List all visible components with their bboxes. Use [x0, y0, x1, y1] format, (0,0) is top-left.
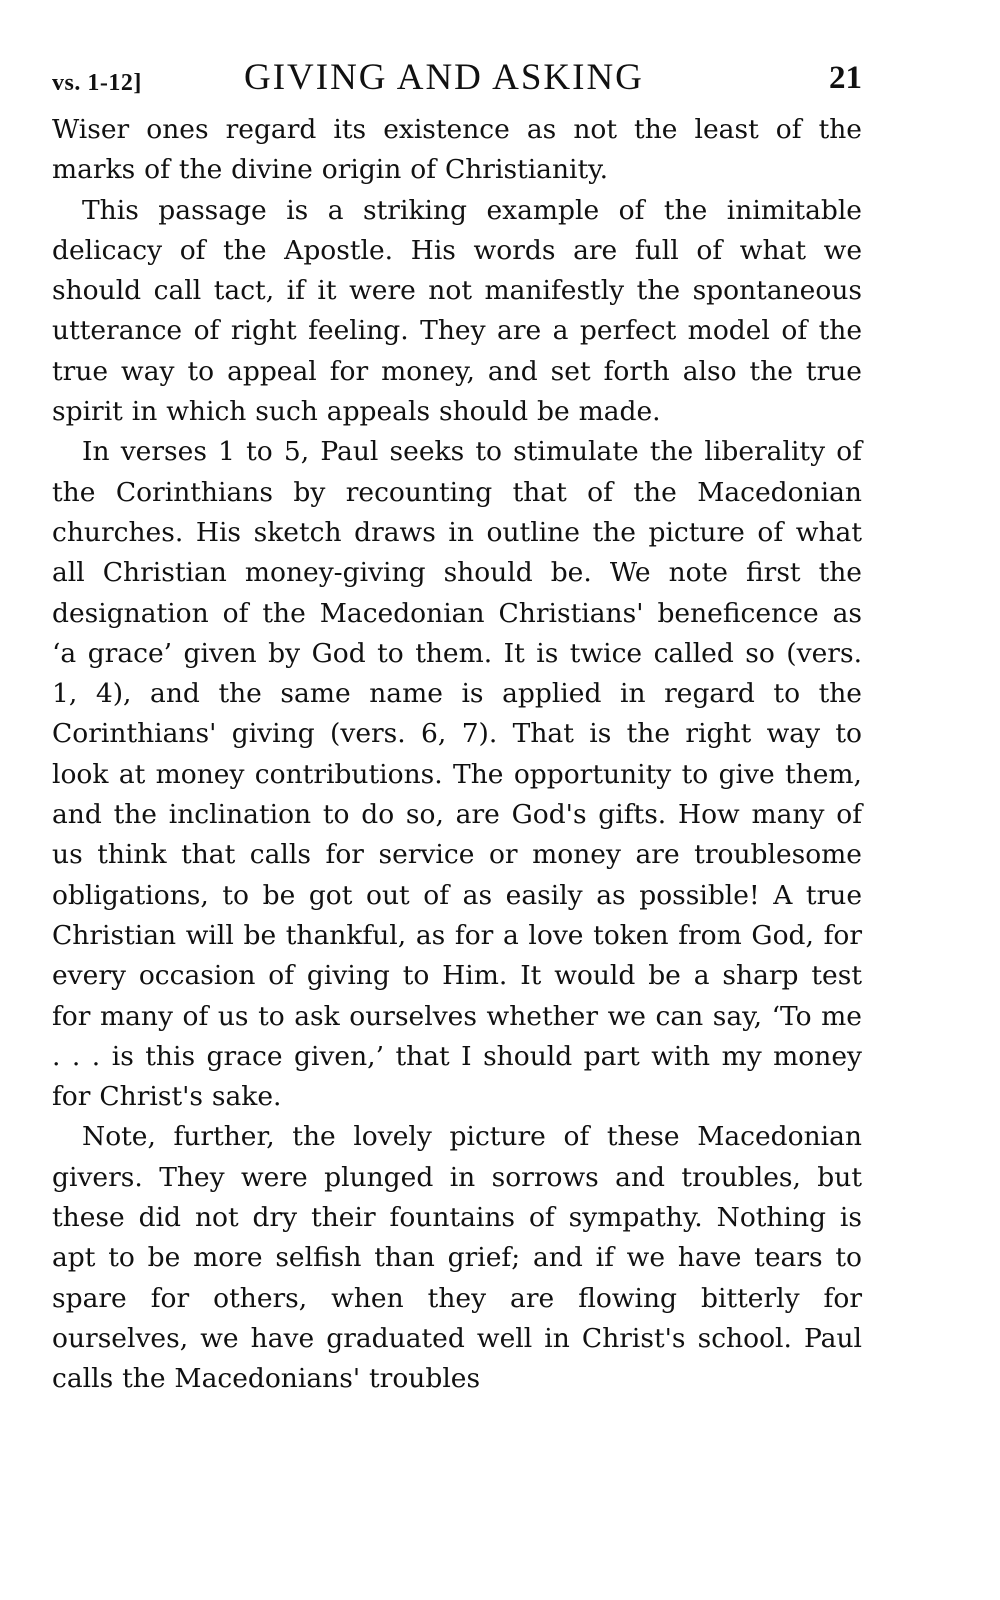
paragraph: This passage is a striking example of the inimitable delicacy of the Apostle. His words are full of what we should call tact, if it were not manifestly the spontaneous utterance of right feeling. They are a perfect model of the true way to appeal for money, and set forth also the true spirit in which such appeals should be made.	[52, 194, 862, 428]
verse-reference: vs. 1-12]	[52, 70, 142, 96]
paragraph: In verses 1 to 5, Paul seeks to stimulate the liberality of the Corinthians by recounting that of the Macedonian churches. His sketch draws in outline the picture of what all Christian money-giving should be. We note first the designation of the Macedonian Christians' beneficence as ‘a grace’ given by God to them. It is twice called so (vers. 1, 4), and the same name is applied in regard to the Corinthians' giving (vers. 6, 7). That is the right way to look at money contributions. The opportunity to give them, and the inclination to do so, are God's gifts. How many of us think that calls for service or money are troublesome obligations, to be got out of as easily as possible! A true Christian will be thankful, as for a love token from God, for every occasion of giving to Him. It would be a sharp test for many of us to ask ourselves whether we can say, ‘To me . . . is this grace given,’ that I should part with my money for Christ's sake.	[52, 436, 862, 1113]
book-page	[52, 48, 862, 1400]
chapter-title: GIVING AND ASKING	[244, 57, 644, 98]
body-text	[52, 110, 862, 1400]
paragraph-continued: Wiser ones regard its existence as not the least of the marks of the divine origin of Christianity.	[52, 114, 862, 186]
running-head	[52, 48, 862, 110]
paragraph: Note, further, the lovely picture of these Macedonian givers. They were plunged in sorrows and troubles, but these did not dry their fountains of sympathy. Nothing is apt to be more selfish than grief; and if we have tears to spare for others, when they are flowing bitterly for ourselves, we have graduated well in Christ's school. Paul calls the Macedonians' troubles	[52, 1121, 862, 1395]
page-number: 21	[829, 60, 862, 96]
